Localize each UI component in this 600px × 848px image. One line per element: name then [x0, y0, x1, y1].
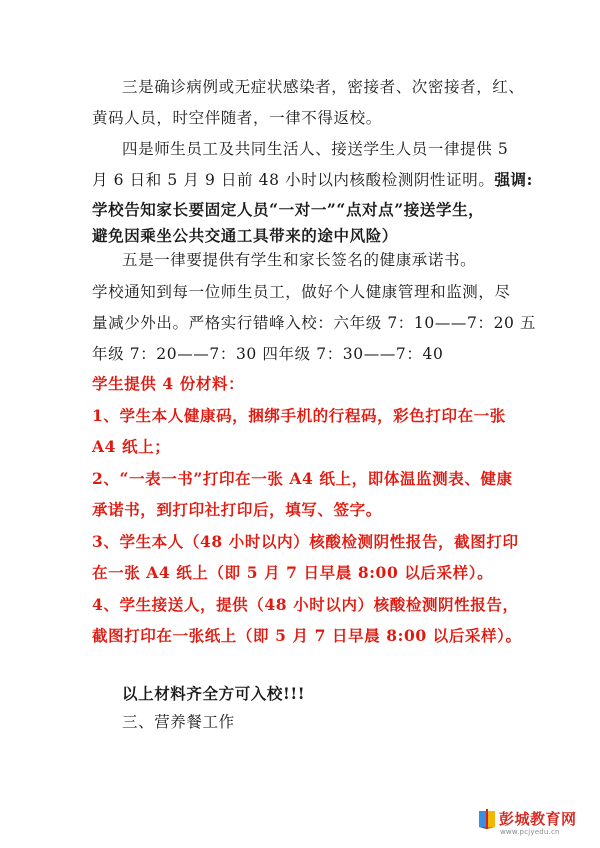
section-title: 三、营养餐工作 — [122, 713, 235, 731]
text-line: 避免因乘坐公共交通工具带来的途中风险） — [92, 226, 398, 245]
materials-item: A4 纸上； — [92, 437, 171, 456]
text-line: 五是一律要提供有学生和家长签名的健康承诺书。 — [122, 251, 477, 269]
text-line: 三是确诊病例或无症状感染者，密接者、次密接者，红、 — [122, 78, 525, 96]
text-line: 学校通知到每一位师生员工，做好个人健康管理和监测，尽 — [92, 283, 511, 301]
text-line: 四是师生员工及共同生活人、接送学生人员一律提供 5 — [122, 140, 509, 158]
text-line: 量减少外出。严格实行错峰入校：六年级 7：10——7：20 五 — [92, 314, 537, 332]
text-line: 学校告知家长要固定人员“一对一”“点对点”接送学生， — [92, 200, 485, 219]
materials-item: 3、学生本人（48 小时以内）核酸检测阴性报告，截图打印 — [92, 532, 519, 551]
text-segment: 月 6 日和 5 月 9 日前 48 小时以内核酸检测阴性证明。 — [92, 171, 495, 189]
book-logo-icon — [478, 808, 496, 830]
emphasis-label: 强调: — [494, 170, 533, 189]
site-watermark — [478, 806, 590, 842]
materials-item: 承诺书，到打印社打印后，填写、签字。 — [92, 500, 382, 519]
materials-item: 截图打印在一张纸上（即 5 月 7 日早晨 8:00 以后采样）。 — [92, 626, 522, 645]
materials-heading: 学生提供 4 份材料： — [92, 374, 245, 393]
materials-item: 1、学生本人健康码，捆绑手机的行程码，彩色打印在一张 — [92, 406, 506, 425]
text-line — [92, 170, 533, 190]
closing-note: 以上材料齐全方可入校!!! — [122, 684, 306, 703]
text-line: 黄码人员，时空伴随者，一律不得返校。 — [92, 109, 382, 127]
materials-item: 在一张 A4 纸上（即 5 月 7 日早晨 8:00 以后采样）。 — [92, 563, 494, 582]
watermark-name: 彭城教育网 — [499, 810, 577, 828]
materials-item: 2、“一表一书”打印在一张 A4 纸上，即体温监测表、健康 — [92, 469, 513, 488]
materials-item: 4、学生接送人，提供（48 小时以内）核酸检测阴性报告， — [92, 595, 519, 614]
text-line: 年级 7：20——7：30 四年级 7：30——7：40 — [92, 345, 444, 363]
watermark-url: www.pcjyedu.cn — [500, 828, 560, 836]
